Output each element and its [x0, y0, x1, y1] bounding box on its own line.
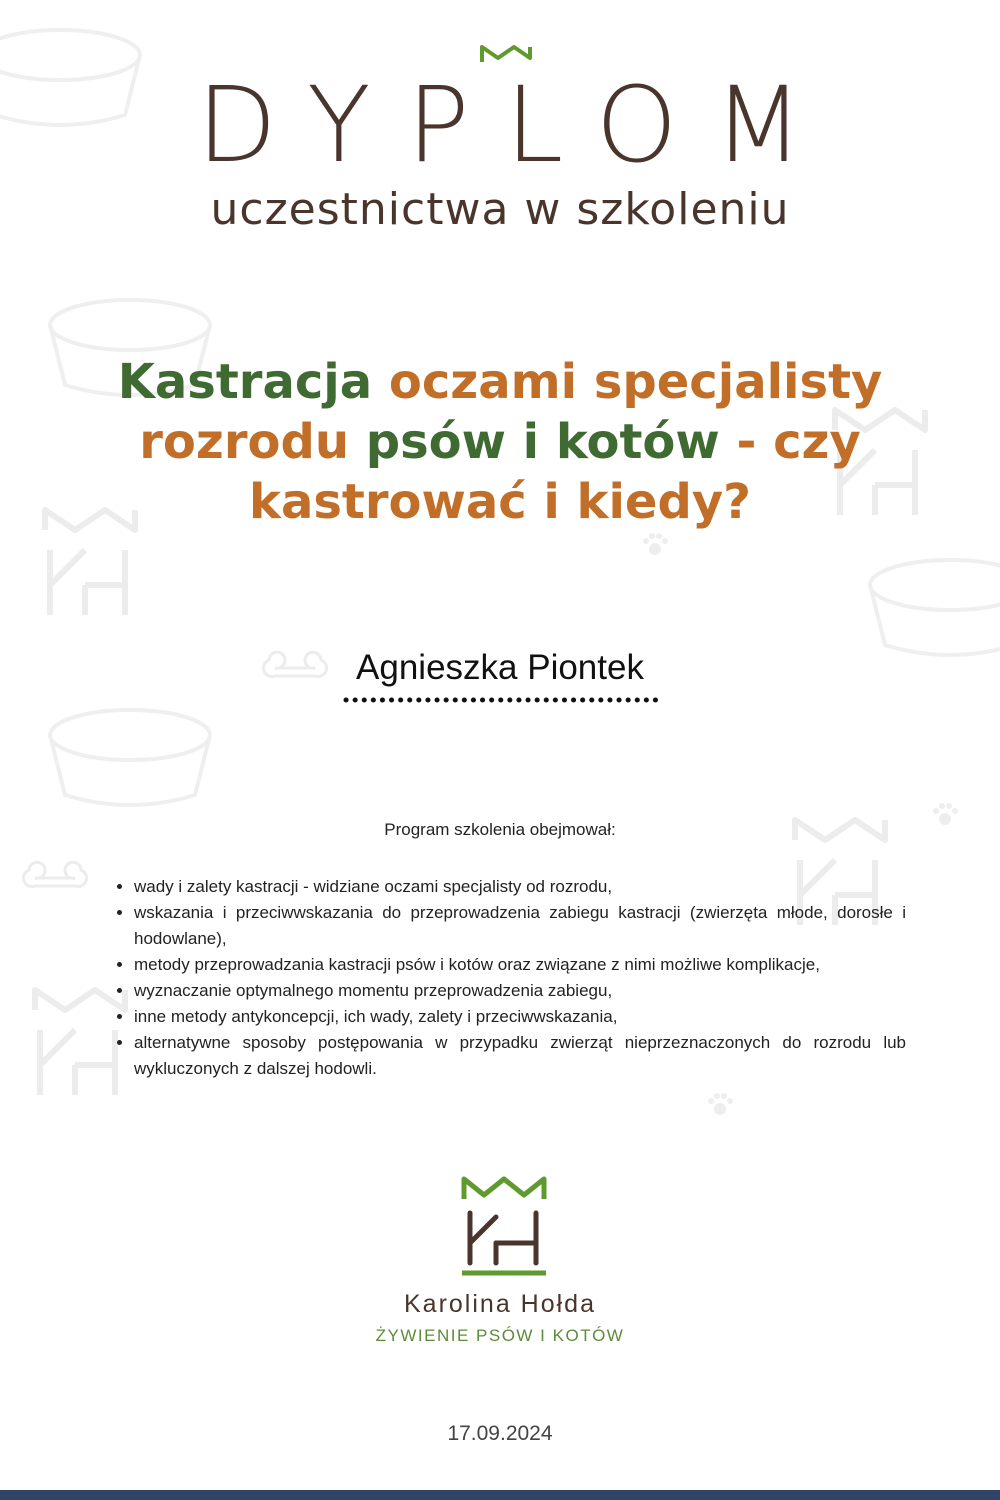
list-item: • alternatywne sposoby postępowania w przypadku zwierząt nieprzeznaczonych do rozrodu lub wykluczonych z dalszej hodowli.: [134, 1030, 906, 1082]
participant-name: Agnieszka Piontek: [356, 648, 644, 687]
course-title-part: - czy kastrować i kiedy?: [249, 414, 861, 530]
course-title-part: rozrodu: [139, 414, 349, 470]
paw-watermark-icon: [705, 1090, 735, 1120]
crown-icon: [478, 44, 534, 64]
list-item: • wyznaczanie optymalnego momentu przeprowadzenia zabiegu,: [134, 978, 906, 1004]
course-title-part: psów i kotów: [365, 414, 720, 470]
organizer-name: Karolina Hołda: [404, 1290, 596, 1318]
diploma-subtitle: uczestnictwa w szkoleniu: [210, 184, 790, 235]
list-item: • metody przeprowadzania kastracji psów i kotów oraz związane z nimi możliwe komplikacje,: [134, 952, 906, 978]
course-title-part: Kastracja: [117, 354, 373, 410]
organizer-tagline: ŻYWIENIE PSÓW I KOTÓW: [375, 1326, 625, 1345]
issue-date: 17.09.2024: [447, 1422, 553, 1445]
bowl-watermark-icon: [860, 550, 1000, 660]
program-list: [100, 874, 906, 1082]
bottom-bar: [0, 1490, 1000, 1500]
paw-watermark-icon: [640, 530, 670, 560]
list-item: • wskazania i przeciwwskazania do przeprowadzenia zabiegu kastracji (zwierzęta młode, dorosłe i hodowlane),: [134, 900, 906, 952]
dotted-underline: [343, 695, 663, 705]
bowl-watermark-icon: [40, 700, 220, 810]
program-heading: Program szkolenia obejmował:: [384, 820, 616, 839]
list-item: • wady i zalety kastracji - widziane oczami specjalisty od rozrodu,: [134, 874, 906, 900]
bone-watermark-icon: [15, 860, 95, 896]
course-title: [80, 352, 920, 532]
diploma-title: DYPLOM: [196, 64, 840, 186]
course-title-part: oczami specjalisty: [388, 354, 883, 410]
kh-logo-icon: [458, 1175, 550, 1279]
list-item: • inne metody antykoncepcji, ich wady, zalety i przeciwwskazania,: [134, 1004, 906, 1030]
